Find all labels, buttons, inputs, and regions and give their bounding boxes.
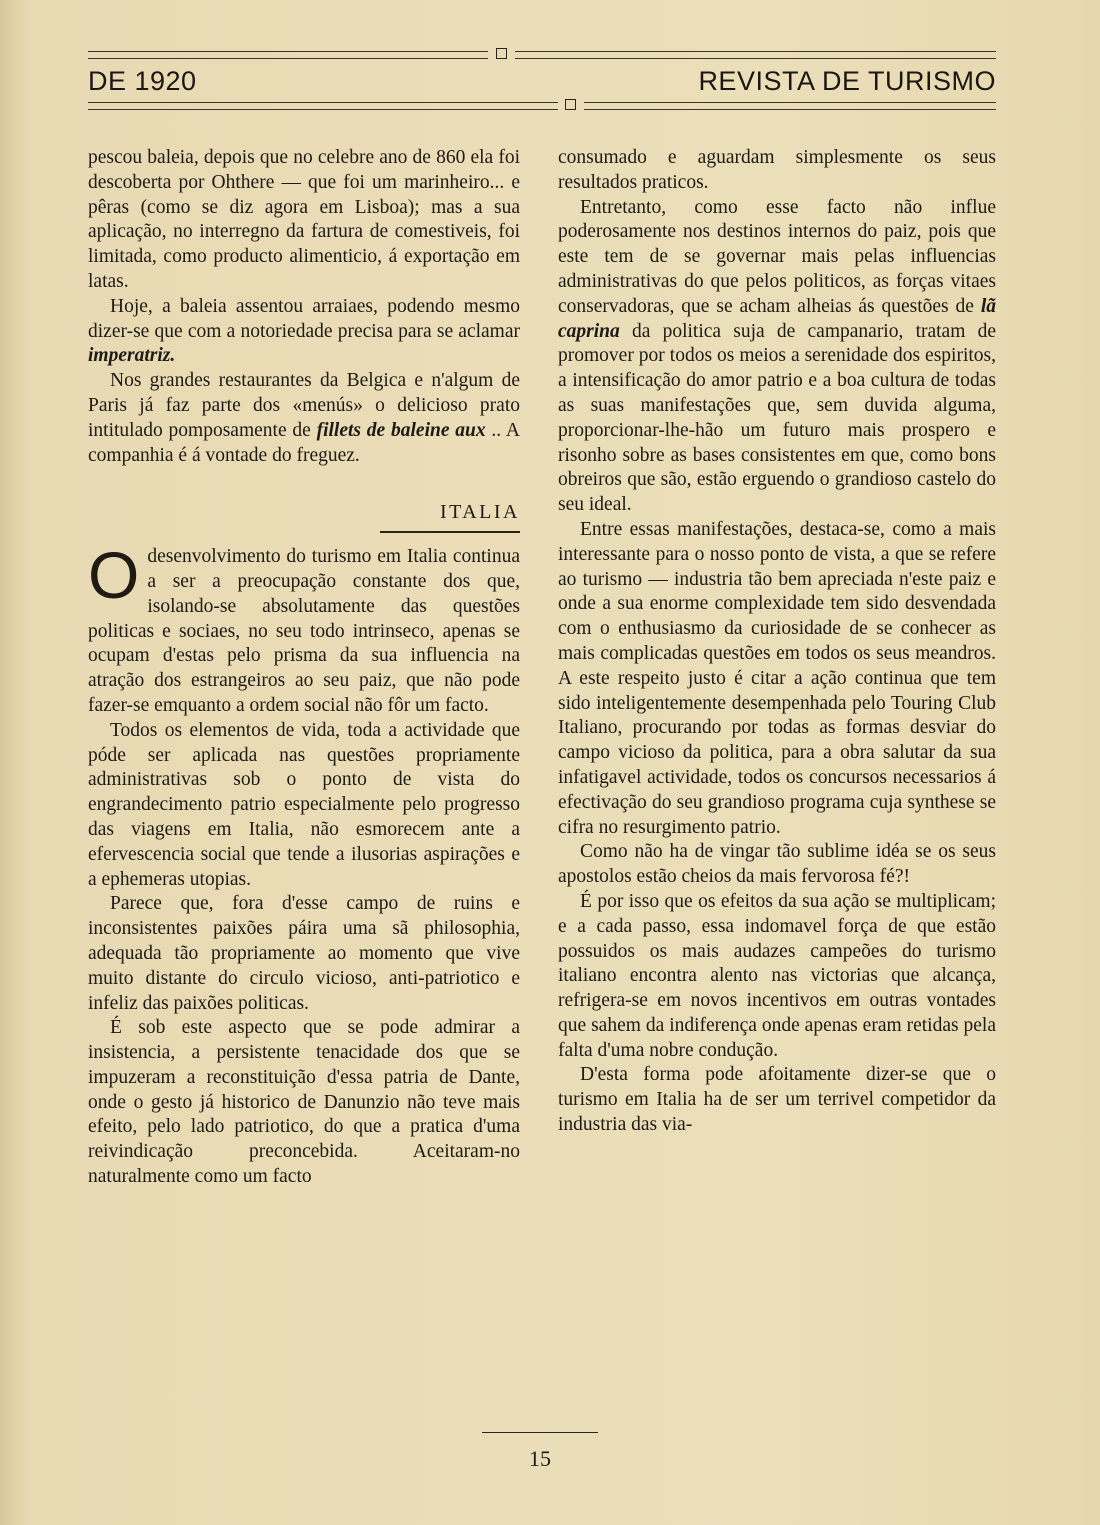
right-column: [558, 146, 996, 1138]
paragraph: consumado e aguardam simplesmente os seus resultados praticos.: [558, 147, 996, 193]
drop-cap: O: [88, 538, 140, 613]
emphasis-text: imperatriz.: [88, 345, 176, 367]
paragraph: Entre essas manifestações, destaca-se, como a mais interessante para o nosso ponto de vista, a que se refere ao turismo — industria tão bem apreciada n'este paiz e onde a sua enorme complexidade tem sido desvendada com o enthusiasmo da curiosidade de se conhecer as mais complicadas questões em todos os seus meandros. A este respeito justo é citar a ação continua que tem sido inteligentemente desempenhada pelo Touring Club Italiano, procurando por todas as formas desviar do campo vicioso da politica, para a obra salutar da sua infatigavel actividade, todos os concursos necessarios á efectivação do seu grandioso programa cuja synthese se cifra no resurgimento patrio.: [558, 518, 996, 838]
paragraph: pescou baleia, depois que no celebre ano de 860 ela foi descoberta por Ohthere — que foi um marinheiro... e pêras (como se diz agora em Lisboa); mas a sua aplicação, no interregno da fartura de comestiveis, foi limitada, como producto alimenticio, á exportação em latas.: [88, 147, 520, 292]
header-rule-ornament-top: [496, 48, 507, 59]
section-title: ITALIA: [439, 501, 520, 524]
header-magazine-title: REVISTA DE TURISMO: [698, 66, 996, 96]
section-title-rule: [380, 531, 520, 533]
header-date: DE 1920: [88, 66, 197, 96]
paragraph: Como não ha de vingar tão sublime idéa se os seus apostolos estão cheios da mais fervorosa fé?!: [558, 841, 996, 888]
paragraph: Hoje, a baleia assentou arraiaes, podendo mesmo dizer-se que com a notoriedade precisa para se aclamar imperatriz.: [88, 295, 520, 367]
paragraph: Nos grandes restaurantes da Belgica e n'algum de Paris já faz parte dos «menús» o delicioso prato intitulado pomposamente de fillets de baleine aux .. A companhia é á vontade do freguez.: [88, 370, 520, 466]
emphasis-text: fillets de baleine aux: [316, 419, 486, 441]
left-column: [88, 146, 520, 1190]
footer-rule: [482, 1432, 598, 1433]
paragraph: É sob este aspecto que se pode admirar a insistencia, a persistente tenacidade dos que se impuzeram a reconstituição d'essa patria de Dante, onde o gesto já historico de Danunzio não teve mais efeito, pelo lado patriotico, do que a pratica d'uma reivindicação preconcebida. Aceitaram-no naturalmente como um facto: [88, 1017, 520, 1188]
paragraph: Entretanto, como esse facto não influe poderosamente nos destinos internos do paiz, pois que este tem de se governar mais pelas influencias administrativas do que pelos politicos, as forças vitaes conservadoras, que se acham alheias ás questões de lã caprina da politica suja de campanario, tratam de promover por todos os meios a serenidade dos espiritos, a intensificação do amor patrio e a boa cultura de todas as suas manifestações que, sem duvida alguma, proporcionar-lhe-hão um futuro mais prospero e risonho sobre as bases consistentes em que, como bons obreiros que são, estão erguendo o grandioso castelo do seu ideal.: [558, 196, 996, 516]
header-rule-top-left: [88, 51, 488, 59]
header-rule-top-right: [515, 51, 996, 59]
emphasis-text: lã caprina: [558, 295, 996, 342]
paragraph: Parece que, fora d'esse campo de ruins e inconsistentes paixões páira uma sã philosophia, adequada tão propriamente ao momento que vive muito distante do circulo vicioso, anti-patriotico e infeliz das paixões politicas.: [88, 893, 520, 1014]
paragraph: Todos os elementos de vida, toda a actividade que póde ser aplicada nas questões propriamente administrativas sob o ponto de vista do engrandecimento patrio especialmente pelo progresso das viagens em Italia, não esmorecem ante a efervescencia social que tende a ilusorias aspirações e a ephemeras utopias.: [88, 719, 520, 890]
paragraph-with-dropcap: Odesenvolvimento do turismo em Italia continua a ser a preocupação constante dos que, isolando-se absolutamente das questões politicas e sociaes, no seu todo intrinseco, apenas se ocupam d'estas pelo prisma da sua influencia na atração dos estrangeiros ao seu paiz, que não pode fazer-se emquanto a ordem social não fôr um facto.: [88, 538, 520, 716]
header-rule-bottom-left: [88, 102, 558, 110]
paragraph: É por isso que os efeitos da sua ação se multiplicam; e a cada passo, essa indomavel força de que estão possuidos os mais audazes campeões do turismo italiano encontra alento nas victorias que alcança, refrigera-se em novos incentivos em outras vontades que sahem da indiferença onde apenas eram retidas pela falta d'uma nobre condução.: [558, 890, 996, 1061]
header-rule-bottom-right: [584, 102, 996, 110]
page-number: 15: [529, 1446, 551, 1471]
header-rule-ornament-bottom: [565, 99, 576, 110]
paragraph: D'esta forma pode afoitamente dizer-se que o turismo em Italia ha de ser um terrivel competidor da industria das via-: [558, 1064, 996, 1136]
